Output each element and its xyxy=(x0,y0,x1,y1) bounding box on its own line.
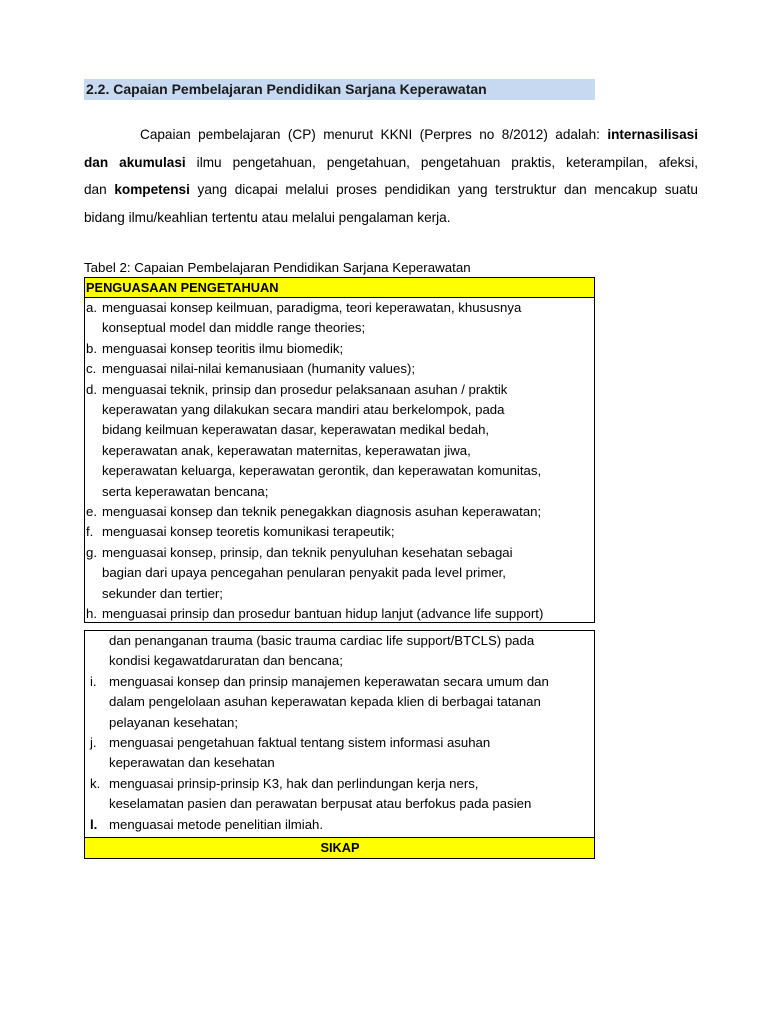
list-item-text: menguasai konsep, prinsip, dan teknik penyuluhan kesehatan sebagai xyxy=(102,544,513,560)
list-item-text: pelayanan kesehatan; xyxy=(109,714,239,730)
list-item-continuation xyxy=(85,794,594,814)
list-marker: f. xyxy=(86,524,94,540)
list-item-continuation xyxy=(85,692,594,712)
list-item xyxy=(85,359,594,379)
list-item xyxy=(85,522,594,542)
list-item-continuation xyxy=(85,441,594,461)
list-item-text: keperawatan yang dilakukan secara mandiri atau berkelompok, pada xyxy=(102,402,505,418)
list-item-text: menguasai teknik, prinsip dan prosedur pelaksanaan asuhan / praktik xyxy=(102,381,508,397)
list-item-text: serta keperawatan bencana; xyxy=(102,483,269,499)
paragraph-line xyxy=(84,176,698,204)
list-item xyxy=(85,339,594,359)
list-marker: c. xyxy=(86,361,97,377)
list-item-continuation: kondisi kegawatdaruratan dan bencana; xyxy=(109,653,343,669)
list-item xyxy=(85,502,594,522)
table-header-penguasaan-pengetahuan: PENGUASAAN PENGETAHUAN xyxy=(85,278,594,298)
list-item-text: bagian dari upaya pencegahan penularan penyakit pada level primer, xyxy=(102,565,506,581)
list-item xyxy=(85,380,594,400)
bold-term: dan akumulasi xyxy=(84,154,186,170)
list-item-text: menguasai nilai-nilai kemanusiaan (humanity values); xyxy=(102,361,415,377)
list-item-text: menguasai metode penelitian ilmiah. xyxy=(109,816,324,832)
list-marker: i. xyxy=(90,673,97,689)
paragraph-line xyxy=(84,121,698,149)
intro-paragraph xyxy=(84,121,698,231)
list-marker: b. xyxy=(86,340,97,356)
table-body-1 xyxy=(85,298,594,625)
table-body-2 xyxy=(85,631,594,835)
list-item-text: keperawatan keluarga, keperawatan gerontik, dan keperawatan komunitas, xyxy=(102,463,542,479)
list-marker: a. xyxy=(86,300,97,315)
list-item-text: menguasai konsep dan prinsip manajemen keperawatan secara umum dan xyxy=(109,673,549,689)
list-item-text: bidang keilmuan keperawatan dasar, keperawatan medikal bedah, xyxy=(102,422,490,438)
list-marker: l. xyxy=(90,816,98,832)
paragraph-line xyxy=(84,204,698,232)
list-item xyxy=(85,604,594,624)
list-item-continuation xyxy=(85,400,594,420)
list-item xyxy=(85,543,594,563)
list-item-text: menguasai pengetahuan faktual tentang sistem informasi asuhan xyxy=(109,735,491,751)
list-marker: j. xyxy=(90,735,97,751)
text-run: yang dicapai melalui proses pendidikan yang terstruktur dan mencakup suatu xyxy=(189,182,698,197)
list-item-text: keselamatan pasien dan perawatan berpusat atau berfokus pada pasien xyxy=(109,796,532,812)
list-marker: d. xyxy=(86,381,97,397)
list-marker: k. xyxy=(90,775,101,791)
list-item-text: keperawatan anak, keperawatan maternitas, keperawatan jiwa, xyxy=(102,442,471,458)
text-run: ilmu pengetahuan, pengetahuan, pengetahuan praktis, keterampilan, afeksi, xyxy=(185,154,699,170)
list-item-continuation xyxy=(85,420,594,440)
competency-table-part-2 xyxy=(84,630,595,859)
paragraph-line xyxy=(84,149,698,177)
list-item-continuation xyxy=(85,713,594,733)
table-caption: Tabel 2: Capaian Pembelajaran Pendidikan Sarjana Keperawatan xyxy=(84,260,471,275)
competency-table-part-1 xyxy=(84,277,595,623)
list-item xyxy=(85,774,594,794)
list-item xyxy=(85,815,594,835)
list-item-continuation xyxy=(85,318,594,338)
section-heading: 2.2. Capaian Pembelajaran Pendidikan Sarjana Keperawatan xyxy=(84,79,595,100)
list-item-text: menguasai konsep keilmuan, paradigma, teori keperawatan, khususnya xyxy=(102,300,522,315)
bold-term: kompetensi xyxy=(114,182,190,197)
list-item-text: keperawatan dan kesehatan xyxy=(109,755,275,771)
bold-term: internasilisasi xyxy=(607,127,698,142)
list-item-continuation xyxy=(85,584,594,604)
list-item-continuation xyxy=(85,482,594,502)
list-marker: h. xyxy=(86,606,97,622)
list-item-continuation xyxy=(85,753,594,773)
table-footer-sikap: SIKAP xyxy=(85,837,594,858)
list-item-text: menguasai prinsip dan prosedur bantuan hidup lanjut (advance life support) xyxy=(102,606,544,622)
text-run: dan xyxy=(84,182,115,197)
list-item-text: menguasai konsep teoritis ilmu biomedik; xyxy=(102,340,344,356)
list-item-continuation xyxy=(85,563,594,583)
text-run: bidang ilmu/keahlian tertentu atau melalui pengalaman kerja. xyxy=(84,209,451,225)
text-run: Capaian pembelajaran (CP) menurut KKNI (Perpres no 8/2012) adalah: xyxy=(140,127,608,142)
list-item-text: menguasai konsep dan teknik penegakkan diagnosis asuhan keperawatan; xyxy=(102,504,542,520)
list-item-text: menguasai prinsip-prinsip K3, hak dan perlindungan kerja ners, xyxy=(109,775,479,791)
list-item-text: konseptual model dan middle range theories; xyxy=(102,320,366,336)
list-item-text: sekunder dan tertier; xyxy=(102,585,223,601)
list-item-continuation xyxy=(85,461,594,481)
list-item xyxy=(85,298,594,318)
list-marker: e. xyxy=(86,504,97,520)
list-item-text: menguasai konsep teoretis komunikasi terapeutik; xyxy=(102,524,395,540)
list-item xyxy=(85,672,594,692)
list-marker: g. xyxy=(86,544,97,560)
list-item-continuation: dan penanganan trauma (basic trauma cardiac life support/BTCLS) pada xyxy=(109,633,535,648)
list-item-text: dalam pengelolaan asuhan keperawatan kepada klien di berbagai tatanan xyxy=(109,694,541,710)
list-item xyxy=(85,733,594,753)
